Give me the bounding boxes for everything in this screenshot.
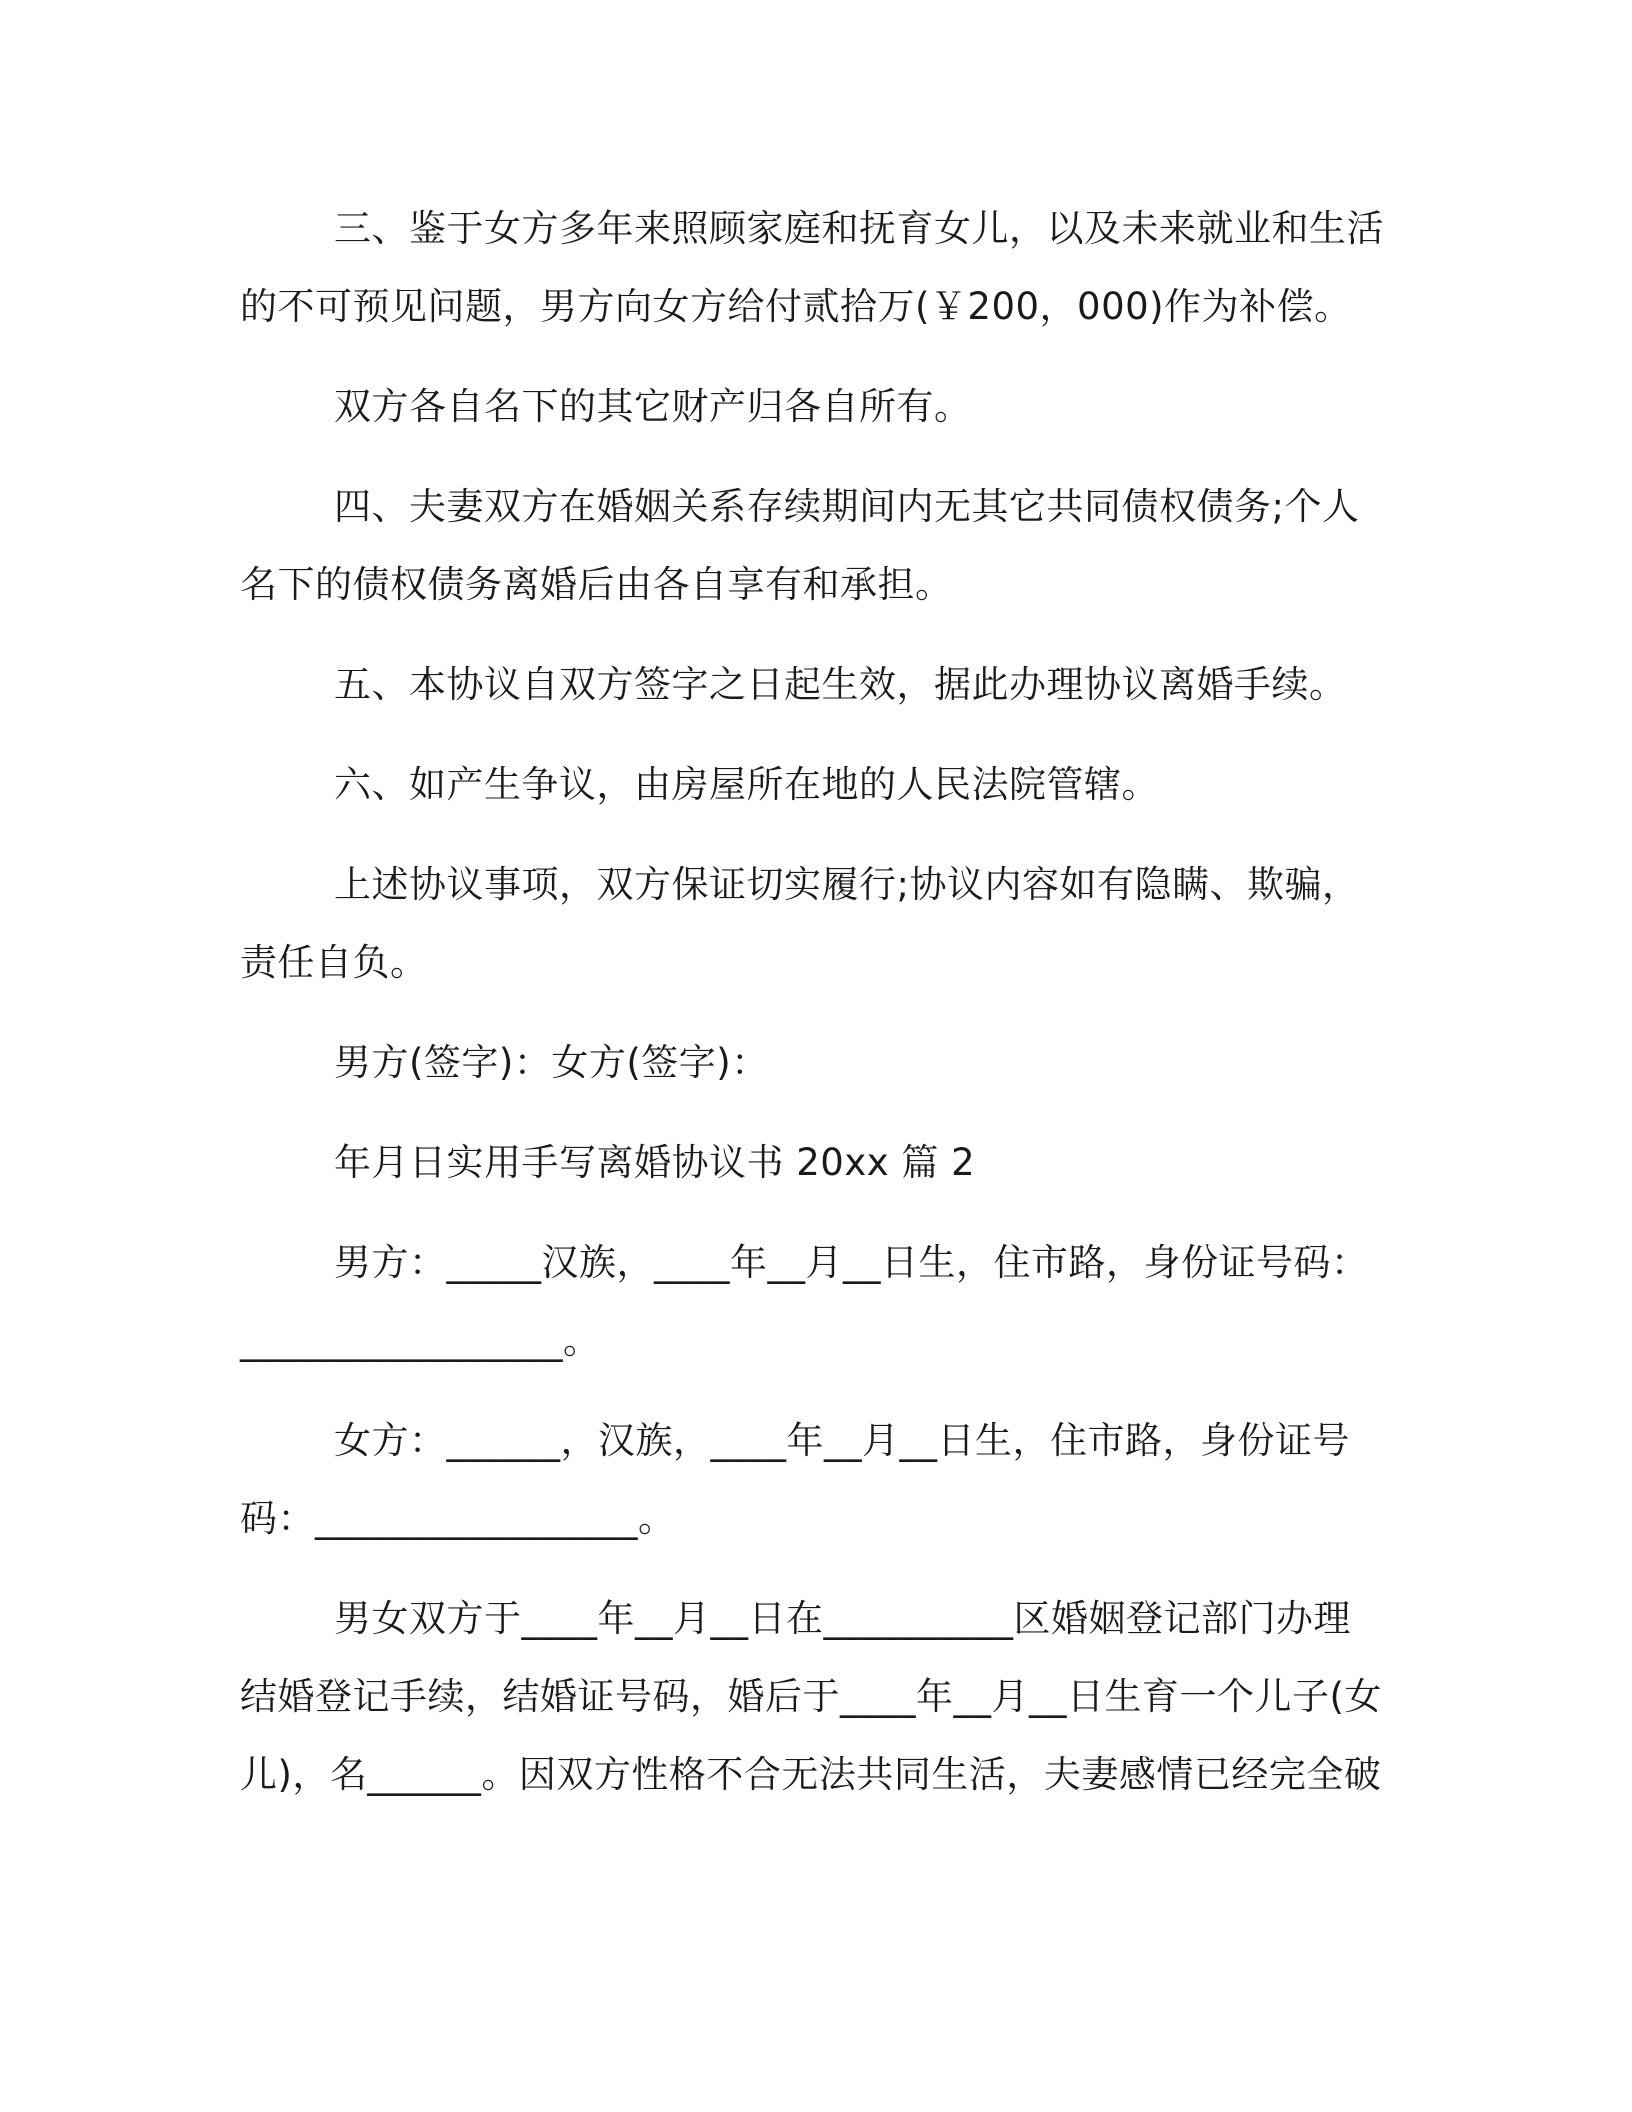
husband-info [240, 1224, 1390, 1380]
text-line: 年月日实用手写离婚协议书 20xx 篇 2 [334, 1141, 976, 1184]
text-line: 女方：______，汉族，____年__月__日生，住市路，身份证号 [334, 1419, 1350, 1462]
text-line: 责任自负。 [240, 941, 428, 984]
marriage-registration-clause [240, 1580, 1390, 1814]
text-line: 结婚登记手续，结婚证号码，婚后于____年__月__日生育一个儿子(女 [240, 1675, 1382, 1718]
text-line: 男女双方于____年__月__日在__________区婚姻登记部门办理 [334, 1597, 1351, 1640]
other-property-clause [240, 368, 1390, 446]
signature-line [240, 1024, 1390, 1102]
text-line: 儿)，名______。因双方性格不合无法共同生活，夫妻感情已经完全破 [240, 1753, 1382, 1796]
text-line: 双方各自名下的其它财产归各自所有。 [334, 385, 972, 428]
text-line: 男方：_____汉族，____年__月__日生，住市路，身份证号码： [334, 1241, 1369, 1284]
text-line: 的不可预见问题，男方向女方给付贰拾万(￥200，000)作为补偿。 [240, 285, 1352, 328]
section-heading [240, 1124, 1390, 1202]
document-body [240, 190, 1390, 1836]
clause-six [240, 746, 1390, 824]
text-line: 六、如产生争议，由房屋所在地的人民法院管辖。 [334, 763, 1159, 806]
text-line: 四、夫妻双方在婚姻关系存续期间内无其它共同债权债务;个人 [334, 485, 1360, 528]
clause-three [240, 190, 1390, 346]
text-line: 码：_________________。 [240, 1497, 676, 1540]
text-line: 三、鉴于女方多年来照顾家庭和抚育女儿，以及未来就业和生活 [334, 207, 1384, 250]
guarantee-clause [240, 846, 1390, 1002]
wife-info [240, 1402, 1390, 1558]
text-line: 五、本协议自双方签字之日起生效，据此办理协议离婚手续。 [334, 663, 1347, 706]
clause-four [240, 468, 1390, 624]
text-line: _________________。 [240, 1319, 601, 1362]
text-line: 上述协议事项，双方保证切实履行;协议内容如有隐瞒、欺骗， [334, 863, 1360, 906]
clause-five [240, 646, 1390, 724]
text-line: 男方(签字)：女方(签字)： [334, 1041, 769, 1084]
text-line: 名下的债权债务离婚后由各自享有和承担。 [240, 563, 953, 606]
